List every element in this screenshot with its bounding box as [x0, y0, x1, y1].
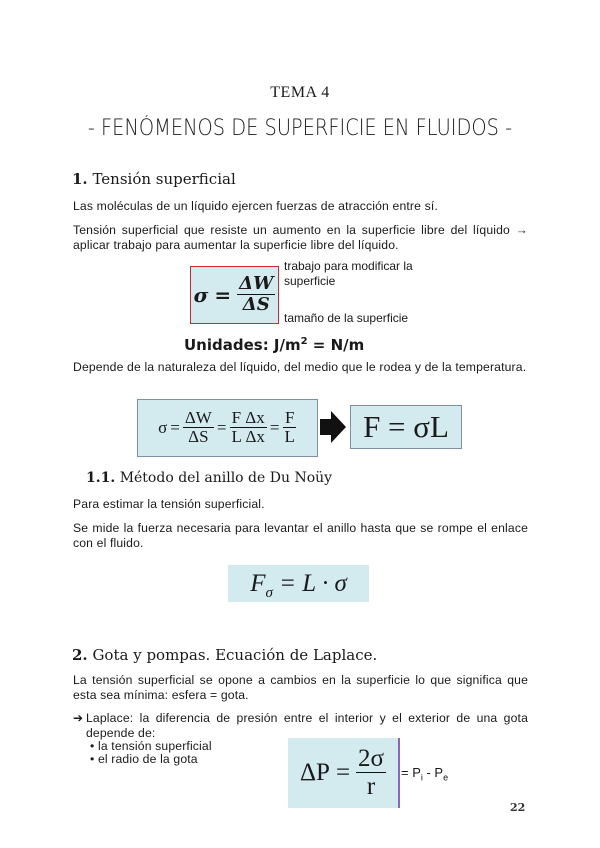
- subsection-heading: [86, 470, 332, 486]
- delta-p: ΔP: [299, 759, 330, 786]
- section-2-heading: [72, 646, 377, 664]
- page-number: 22: [510, 801, 526, 814]
- annotation-work: trabajo para modificar la superficie: [284, 259, 413, 288]
- force-result-equation: F = σL: [350, 405, 462, 449]
- section-title: Gota y pompas. Ecuación de Laplace.: [92, 646, 378, 664]
- list-item-label: el radio de la gota: [97, 752, 198, 766]
- equals-sign: =: [170, 418, 180, 437]
- section-title: Método del anillo de Du Noüy: [119, 470, 333, 486]
- sigma-symbol: σ: [158, 418, 168, 437]
- section-1-heading: [72, 170, 236, 188]
- fraction: [356, 746, 386, 801]
- denominator: L Δx: [231, 427, 265, 447]
- equals-sign: =: [269, 418, 280, 437]
- numerator: ΔW: [239, 273, 274, 295]
- annotation-area: tamaño de la superficie: [284, 311, 409, 325]
- right-arrow-icon: [320, 411, 346, 443]
- du-nouy-equation: [228, 565, 369, 602]
- pressure-minus: - P: [422, 765, 444, 780]
- denominator: L: [284, 427, 295, 447]
- bullet-icon: •: [90, 752, 95, 766]
- section-number: 1.1.: [86, 470, 116, 486]
- bullet-icon: •: [90, 739, 95, 753]
- numerator: F: [284, 408, 295, 428]
- fraction: [183, 409, 214, 447]
- chapter-title: - FENÓMENOS DE SUPERFICIE EN FLUIDOS -: [87, 116, 513, 141]
- paragraph: Se mide la fuerza necesaria para levantar el anillo hasta que se rompe el enlace con el fluido.: [73, 521, 528, 550]
- paragraph: Las moléculas de un líquido ejercen fuerzas de atracción entre sí.: [73, 199, 438, 213]
- list-item: [90, 752, 198, 767]
- units-label: Unidades: J/m: [184, 336, 301, 354]
- denominator: ΔS: [242, 294, 270, 316]
- subscript-i: i: [420, 772, 423, 783]
- units-exponent: 2: [300, 336, 308, 347]
- numerator: ΔW: [184, 408, 212, 428]
- denominator: ΔS: [188, 427, 209, 447]
- numerator: 2σ: [358, 744, 385, 772]
- fraction: [237, 275, 275, 315]
- equals-sign: =: [216, 418, 227, 437]
- equals-sign: =: [214, 283, 232, 307]
- paragraph: Laplace: la diferencia de presión entre el interior y el exterior de una gota depende de:: [86, 711, 528, 740]
- sigma-symbol: σ: [193, 283, 209, 307]
- pressure-eq: = P: [401, 765, 421, 780]
- list-item-label: la tensión superficial: [97, 739, 212, 753]
- surface-tension-equation: [190, 266, 279, 324]
- section-number: 1.: [72, 170, 88, 188]
- paragraph: Depende de la naturaleza del líquido, del medio que le rodea y de la temperatura.: [73, 360, 527, 374]
- equation-rest: = L · σ: [272, 570, 347, 597]
- chapter-label: TEMA 4: [270, 84, 330, 101]
- section-number: 2.: [72, 646, 88, 664]
- pressure-difference: [401, 765, 448, 783]
- units-rest: = N/m: [307, 336, 365, 354]
- section-title: Tensión superficial: [92, 170, 236, 188]
- laplace-equation: [288, 738, 398, 808]
- paragraph: Tensión superficial que resiste un aumento en la superficie libre del líquido → aplicar trabajo para aumentar la superficie libre del líquido.: [73, 223, 528, 252]
- subscript: σ: [265, 585, 273, 601]
- equation-divider: [398, 738, 400, 808]
- subscript-e: e: [443, 772, 449, 783]
- force-equation: [137, 399, 318, 457]
- equals-sign: =: [335, 759, 351, 786]
- fraction: [229, 409, 266, 447]
- bullet-arrow-icon: ➔: [73, 711, 84, 725]
- force-symbol: F: [250, 570, 266, 597]
- fraction: [282, 409, 296, 447]
- units-line: [184, 336, 364, 354]
- numerator: F Δx: [231, 408, 265, 428]
- denominator: r: [366, 772, 376, 800]
- paragraph: La tensión superficial se opone a cambios en la superficie lo que significa que esta sea mínima: esfera = gota.: [73, 673, 528, 702]
- paragraph: Para estimar la tensión superficial.: [73, 497, 265, 511]
